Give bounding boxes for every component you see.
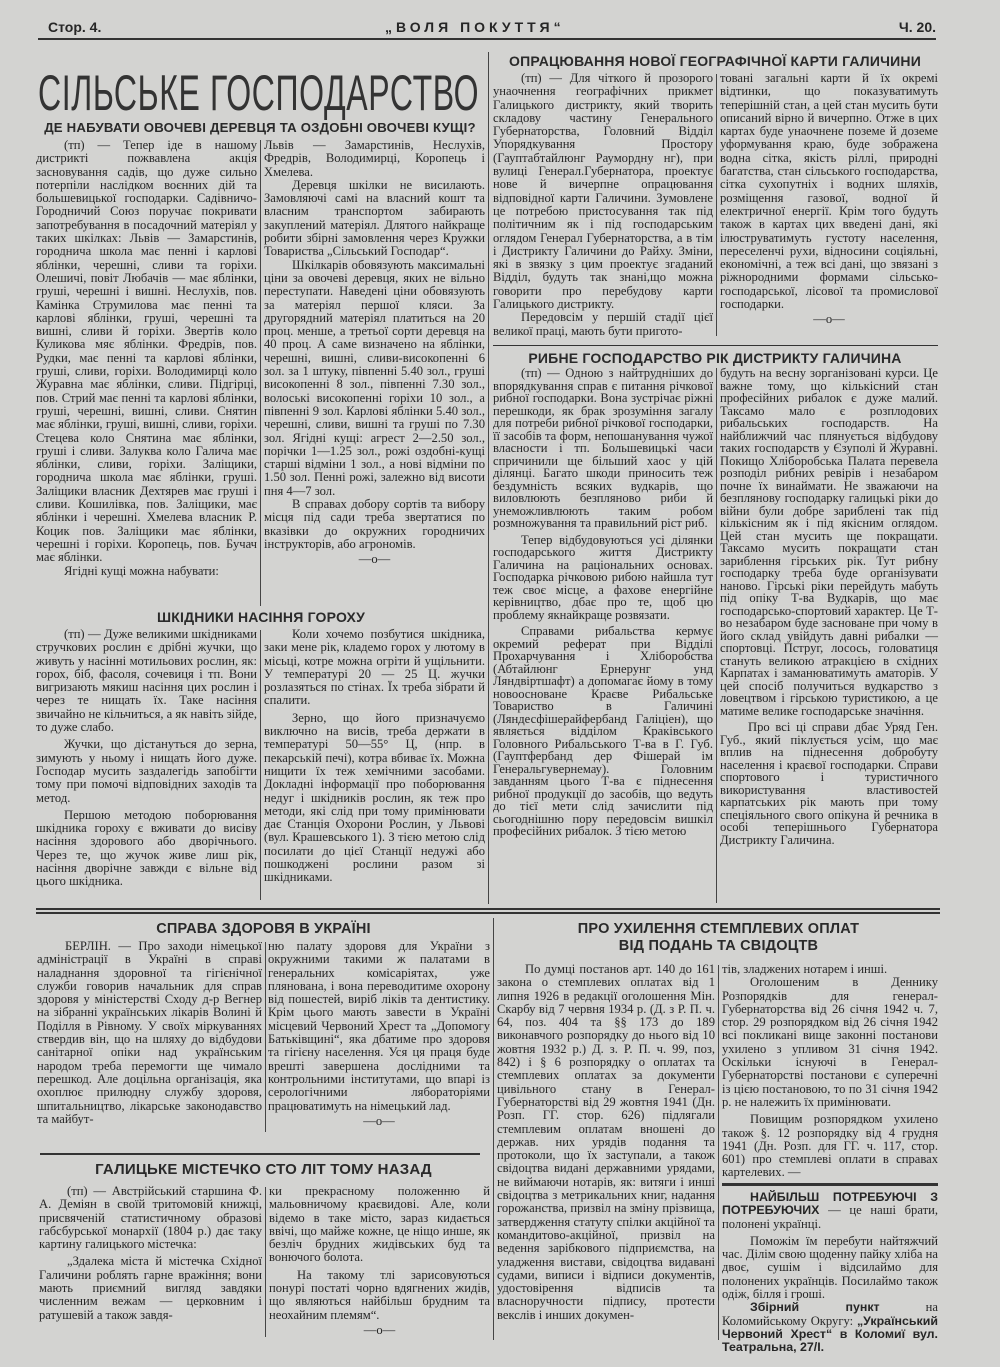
paragraph: ки прекрасному положенню й мальовничому краєвидові. Але, коли відемо в таке місто, зараз кидається ввічі, що майже кожне, це ніщо инше, як безліч брудних жидівських буд та вонючого болота.: [269, 1184, 490, 1265]
paragraph: [722, 1191, 938, 1231]
pests-column-1: [36, 628, 257, 903]
town-column-2: [269, 1185, 490, 1340]
stamp-column-2: [722, 963, 938, 1178]
paragraph: БЕРЛІН. — Про заходи німецької адміністрації в Україні в справі наладнання здоровної та гігієнічної служби говорив начальник для справ здоровя у міністерстві Сходу д-р Вегнер на зібранні українських лікарів Волині й Поділля в Рівному. У своїх міркуваннях ствердив він, що на шляху до відбудови санітарної опіки над українським народом треба перемогти ще чимало перешкод. Але доцільна організація, яка охоплює прилюдну службу здоровя, шпитальництво, лікарське законодавство та майбут-: [37, 939, 262, 1126]
paragraph: (тп) — Одною з найтрудніших до впорядкування справ є питання річкової рибної господарки. Вона зустрічає ріжні перешкоди, як брак зрозуміння загалу для потреби рибної річкової господарки, її засобів та форм, непошанування чужої власности і тп. Большевицькі часи спричинили ще більший хаос у цій ділянці. Багато шкоди приносить теж бездумність всяких вудкарів, що виловлюють безпляново риби й унеможливлюють таким робом розмножування та правильний ріст риб.: [493, 366, 713, 530]
pests-column-2: [264, 628, 485, 903]
paragraph: [722, 1301, 938, 1354]
bold-text: „Український Червоний Хрест“ в Коломиї вул. Театральна, 27/I.: [722, 1313, 938, 1355]
town-column-1: [39, 1185, 262, 1340]
paragraph: тів, зладжених нотарем і инші.: [722, 962, 888, 976]
fishery-column-1: [493, 367, 713, 905]
section-title: [38, 64, 488, 121]
article-separator: —o—: [813, 312, 845, 327]
paragraph: (тп) — Австрійський старшина Ф. А. Деміян в своїй тритомовій книжці, присвяченій статистичному образові габсбурської монархії (1804 р.) дає таку картину галицького містечка:: [39, 1184, 262, 1252]
orchards-column-1: [36, 139, 257, 607]
paragraph: Львів — Замарстинів, Неслухів, Фредрів, Володимирці, Коропець і Хмелева.: [264, 138, 485, 179]
town-headline: ГАЛИЦЬКЕ МІСТЕЧКО СТО ЛІТ ТОМУ НАЗАД: [95, 1161, 432, 1178]
column-rule: [716, 368, 717, 903]
map-headline: ОПРАЦЮВАННЯ НОВОЇ ГЕОГРАФІЧНОЇ КАРТИ ГАЛИЧИНИ: [509, 53, 921, 69]
fishery-column-2: [720, 367, 938, 905]
paragraph: Шкілкарів обовязують максимальні ціни за овочеві деревця, яких не вільно переступати. Наведені ціни обовязують за матеріял першої кляси. За другорядний матеріял платиться на 20 проц. менше, а третьої сорти деревця на 40 проц. А саме визначено на яблінки, черешні, вишні, сливи-високопенні 6 зол. за 1 штуку, півпенні 5.40 зол., груші високопенні 8 зол., півпенні 7.30 зол., волоські високопенні горіхи 10 зол., а півпенні 9 зол. Карлові яблінки 5.40 зол., черешні, сливи, вишні та груші по 7.30 зол. Ягідні кущі: агрест 2—2.50 зол., порічки 1—1.25 зол., рожі оздобні-кущі старші відміни 1 зол., а нові відміни по 1.50 зол. Пенні рожі, залежно від висоти пня 4—7 зол.: [264, 257, 485, 498]
paragraph: Про всі ці справи дбає Уряд Ген. Губ., який піклується усім, що має вплив на піднесення добробуту населення і краєвої господарки. Справи спортового і туристичного використування властивостей карпатських рік мають при тому спеціяльного свого опікуна й речника в особі теперішнього Губернатора Дистрикту Галичина.: [720, 720, 938, 847]
health-column-1: [37, 940, 262, 1150]
health-headline: СПРАВА ЗДОРОВЯ В УКРАЇНІ: [156, 921, 371, 937]
page-divider-bottom: [36, 912, 940, 914]
column-divider: [488, 52, 489, 904]
column-rule: [260, 140, 261, 606]
section-rule: [40, 1153, 480, 1155]
bold-text: НАЙБІЛЬШ ПОТРЕБУЮЧІ З ПОТРЕБУЮЧИХ: [722, 1190, 938, 1218]
column-rule: [265, 942, 266, 1132]
pests-headline: ШКІДНИКИ НАСІННЯ ГОРОХУ: [157, 609, 365, 625]
paragraph: (тп) — Тепер іде в нашому дистрикті пожвавлена акція засновування садів, що дуже сильно потерпіли наслідком воєнних дій та большевицької господарки. Садівничо-Городничий Союз поручає покривати запотребування в посадочний матеріял у таких шкілках: Львів — Замарстинів, городнича школа має пенні і карлові яблінки, черешні, сливи та горіхи. Олешичі, повіт Любачів — має яблінки, груші, черешні і вишні. Неслухів, пов. Камінка Струмилова має пенні та карлові яблінки, груші, черешні та вишні, сливи й горіхи. Звертів коло Куликова мяє яблінки. Фредрів, пов. Рудки, має пенні та карлові яблінки, груші, сливи, горіхи. Володимирці коло Журавна має яблінки, сливи. Підгірці, пов. Стрий має пенні та карлові яблінки, груші, черешні, вишні, сливи. Снятин має яблінки, груші, вишні, сливи, горіхи. Стецева коло Снятина має яблінки, груші і сливи. Залуква коло Галича має яблінки, сливи, горіхи. Заліщики, городнича школа має яблінки, груші. Заліщики власник Дехтярев має груші і сливи. Кошилівка, пов. Заліщики, має яблінки і черешні. Хмелева власник Р. Коцик пов. Заліщики має яблінки, черешні і горіхи. Коропець, пов. Бучач має яблінки.: [36, 138, 257, 565]
paragraph: Повищим розпорядком ухилено також §. 12 розпорядку від 4 грудня 1941 (Дн. Розп. для ГГ. ч. 117, стор. 601) про стемплеві оплати в справах картелевих. —: [722, 1112, 938, 1180]
paragraph: Справами рибальства кермує окремий реферат при Відділі Прохарчування і Хліборобства (Абтайлюнг Ернерунг унд Ляндвіртшафт) а допомагає йому в тому новоосноване Краєве Рибальське Товариство в Галичині (Ляндесфішерайфербанд Галіціен), що являється відділом Краківського Головного Рибальського Т-ва в Г. Губ. (Гауптфербанд дер Фішерай ім Генеральгувернемау). Головним завданням цього Т-ва є піднесення рибної продукції до засобів, що ведуть до тієї мети слід зачислити під сьогоднішню пору передовсім вишкіл професійних рибалок. З тією метою: [493, 624, 713, 838]
paragraph: „Здалека міста й містечка Східної Галичини роблять гарне вражіння; вони мають приємний вигляд завдяки численним вежам — церковним і ратушевій а також завдя-: [39, 1254, 262, 1322]
section-rule: [493, 345, 938, 346]
text-run: — це наші брати, полонені українці.: [722, 1203, 938, 1231]
article-separator: —o—: [363, 1113, 395, 1128]
text-run: на Коломийському Округу:: [722, 1300, 939, 1328]
issue-number: Ч. 20.: [898, 19, 936, 35]
column-rule: [718, 965, 719, 1340]
article-separator: —o—: [363, 1322, 396, 1337]
page-number: Стор. 4.: [48, 19, 102, 35]
paragraph: ню палату здоровя для України з окружними такими ж палатами в генеральних комісаріятах, уже плянована, і вона переводитиме охорону від пошестей, виріб ліків та дентистику. Крім цього мають завести в Україні місцевий Червоний Хрест та „Допомогу Батьківщині“, яка дбатиме про здоровя та гігієну населення. Уся ця праця буде врешті завершена дослідними та контрольними інститутами, що впарі із серологічними ляборaторіями працюватимуть на німецький лад.: [268, 939, 490, 1113]
orchards-headline: ДЕ НАБУВАТИ ОВОЧЕВІ ДЕРЕВЦЯ ТА ОЗДОБНІ ОВОЧЕВІ КУЩІ?: [44, 120, 476, 135]
map-column-2: [720, 72, 938, 340]
article-separator: —o—: [358, 552, 391, 567]
paragraph: Деревця шкілки не висилають. Замовляючі самі на власний кошт та власним транспортом забирають закуплений матеріял. Длятого найкраще робити збірні замовлення через Кружки Товариства „Сільський Господар“.: [264, 177, 485, 259]
paragraph: Тепер відбудовуються усі ділянки господарського життя Дистрикту Галичина на раціональних основах. Господарка річковою рибою найшла тут теж своє місце, а фахове енергійне керівництво, дбає про те, щоб цю проблему якнайкраще розвязати.: [493, 532, 713, 622]
bold-text: Збірний пункт: [750, 1300, 880, 1315]
page-divider-top: [36, 908, 940, 910]
stamp-column-1: [497, 963, 715, 1341]
column-rule: [716, 74, 717, 336]
column-rule: [265, 1187, 266, 1337]
paragraph: товані загальні карти й їх окремі відтинки, що показуватимуть теперішній стан, а цей стан мусить бути описаний вірно й вичерпно. Отже в цих картах буде унаочнене поземе й доземе уформування краю, буде зображена водна сітка, якість ріллі, природні багатства, стан сільського господарства, сітка сухопутніх і водних шляхів, розміщення газової, водної й електричної енергії. Крім того будуть також в картах цих введені дані, які ілюструватимуть густоту населення, переселенчі рухи, відносини соціяльні, економічні, а теж всі дані, що звязані з ріжнородними формами сільсько-господарської, лісової та промислової господарки.: [720, 71, 938, 312]
paragraph: В справах добору сортів та вибору місця під сади треба звертатися по вказівки до окружних городничих інструкторів, або агрономів.: [264, 497, 485, 551]
section-title-text: СІЛЬСЬКЕ ГОСПОДАРСТВО: [38, 65, 480, 121]
column-divider: [493, 918, 494, 1340]
paragraph: Коли хочемо позбутися шкідника, заки мене рік, кладемо горох у лютому в місьці, котре можна огріти й ущільнити. У температурі 20 — 25 Ц. жучки розлазяться по стінах. Їх треба зібрати й спалити.: [264, 627, 485, 708]
newspaper-title: „ВОЛЯ ПОКУТТЯ“: [385, 19, 565, 35]
paragraph: Жучки, що дістануться до зерна, зимують у ньому і нищать його дуже. Господар мусить заздалегідь запобігти тому при помочі відповідних заходів та метод.: [36, 737, 257, 805]
stamp-headline-line-2: ВІД ПОДАНЬ ТА СВІДОЦТВ: [618, 938, 819, 954]
paragraph: Зерно, що його призначуємо виключно на висів, треба держати в температурі 50—55° Ц, (нпр. в пекарській печі), котра вбиває їх. Можна нищити їх теж хемічними засобами. Докладні інформації про поборювання недуг і шкідників рослин, як теж про методи, які слід при тому примінювати дає Станція Охорони Рослин, у Львові (вул. Крашевського 1). З тією метою слід посилати до цієї Станції недужі або пошкоджені рослини разом зі шкідниками.: [264, 710, 485, 885]
orchards-column-2: [264, 139, 485, 607]
appeal-rule: [722, 1183, 938, 1186]
paragraph: Поможім їм перебути найтяжчий час. Ділім свою щоденну пайку хліба на двоє, сушім і відсилаймо для полонених українців. Посилаймо також одіж, білля і гроші.: [722, 1233, 938, 1302]
map-column-1: [493, 72, 713, 340]
masthead-rule: [38, 38, 936, 40]
paragraph: Ягідні кущі можна набувати:: [64, 563, 219, 578]
paragraph: Передовсім у першій стадії цієї великої праці, мають бути пригото-: [493, 310, 713, 338]
paragraph: (тп) — Дуже великими шкідниками стручкових рослин є дрібні жучки, що живуть у насінні мотильових рослин, як: горох, біб, фасоля, сочевиця і тп. Вони вигризають мякиш насіння цих рослин і через те нищать їх. Таке насіння звичайно не кільчиться, а як навіть зійде, то дуже слабо.: [36, 627, 257, 735]
column-rule: [260, 630, 261, 900]
paragraph: Першою методою поборювання шкідника гороху є вживати до висіву насіння здорового або дворічнього. Через те, що жучок живе лиш рік, насіння дворічне завжди є вільне від цього шкідника.: [36, 807, 257, 889]
paragraph: По думці постанов арт. 140 до 161 закона о стемплевих оплатах від 1 липня 1926 в редакції оголошення Мін. Скарбу від 7 червня 1934 р. (Д. з Р. П. ч. 64, поз. 404 та §§ 173 до 189 виконавчого розпорядку до нього від 10 жовтня 1932 р.) Д. з. Р. П. ч. 99, поз, 842) і § 6 розпорядку о оплатах та стемплевих оплатах за документи цивільного стану в Генерал-Губернаторстві від 29 жовтня 1941 (Дн. Розп. ГГ. стор. 626) підлягали стемплевим оплатам вношені до держав. них урядів подання та протоколи, що їх заступали, а також свідоцтва видані державними урядами, не виймаючи нотарів, як: витяги і инші свідоцтва з метрикальних книг, надання горожанства, призвіл на зміну прізвища, затвердження статуту спілки акційної та командитово-акційної, призвіл на ведення зарібкового підприємства, на уладження вистави, свідоцтва видавані судами, виписи і відписи документів, удостовірення відписів та власноручности підпису, протести векслів і инших докумен-: [497, 962, 715, 1322]
fishery-headline: РИБНЕ ГОСПОДАРСТВО РІК ДИСТРИКТУ ГАЛИЧИНА: [528, 350, 902, 366]
paragraph: На такому тлі зарисовуються понурі постаті чорно вдягнених жидів, що являються найбільш брудним та неохайним племям“.: [269, 1267, 490, 1322]
paragraph: Оголошеним в Деннику Розпорядків для генерал-Губернаторства від 26 січня 1942 ч. 7, стор. 29 розпорядком від 26 січня 1942 всі покликані вище законні постанови ухилено з упливом 31 січня 1942. Оскільки існуючі в Генерал-Губернаторстві постанови є суперечні із цією постановою, то по 31 січня 1942 р. не належить їх примінювати.: [722, 975, 938, 1109]
paragraph: (тп) — Для чіткого й прозорого унаочнення географічних прикмет Галицького дистрикту, який творить складову частину Генерального Губернаторства, Головний Відділ Упорядкування Простору (Гауптабтайлюнг Раумордну нг), при вулиці Генерал.Губернатора, проектує нове й вичерпне опрацювання відповідної карти Галичини. Зумовлене це потребою пристосування так під політичним як і під господарським оглядом Генерал Губернаторства, а в тім і Дистрикту Галичини до Райху. Зміни, які в звязку з цим проектує згаданий Відділ, будуть так знані,що можна говорити про перебудову карти Галицького дистрикту.: [493, 71, 713, 312]
appeal-box: [722, 1190, 939, 1355]
health-column-2: [268, 940, 490, 1150]
stamp-headline-line-1: ПРО УХИЛЕННЯ СТЕМПЛЕВИХ ОПЛАТ: [577, 921, 860, 937]
paragraph: будуть на весну зорганізовані курси. Це важне тому, що кількісний стан професійних рибалок є дуже малий. Таксамо мало є розплодових рибальських господарств. На найближчий час плянується відбудову таких господарств у Єзуполі й Журавні. Покищо Хліборобська Палата перевела розподіл рибних ревірів і незабаром почне їх винаймати. Не зважаючи на безплянову господарку галицькі ріки до війни були добре зариблені так під кількісним як і під якісним оглядом. Цей стан мусить ще покращати. Таксамо мусить покращати стан зариблення гірських рік. Тут рибну господарку треба буде організувати наново. Гірські ріки перейдуть мабуть під опіку Т-ва Вудкарів, що має господарсько-спортовий характер. Це Т-во незабаром буде засноване при чому в його склад увійдуть давні рибалки — спортовці. Пструг, лосось, головатиця стануть великою атракцією в східних Карпатах і заманюватимуть аматорів. У цей спосіб получиться вудкарство з ловецтвом і гірською туристикою, а це матиме велике господарське значіння.: [720, 366, 938, 718]
